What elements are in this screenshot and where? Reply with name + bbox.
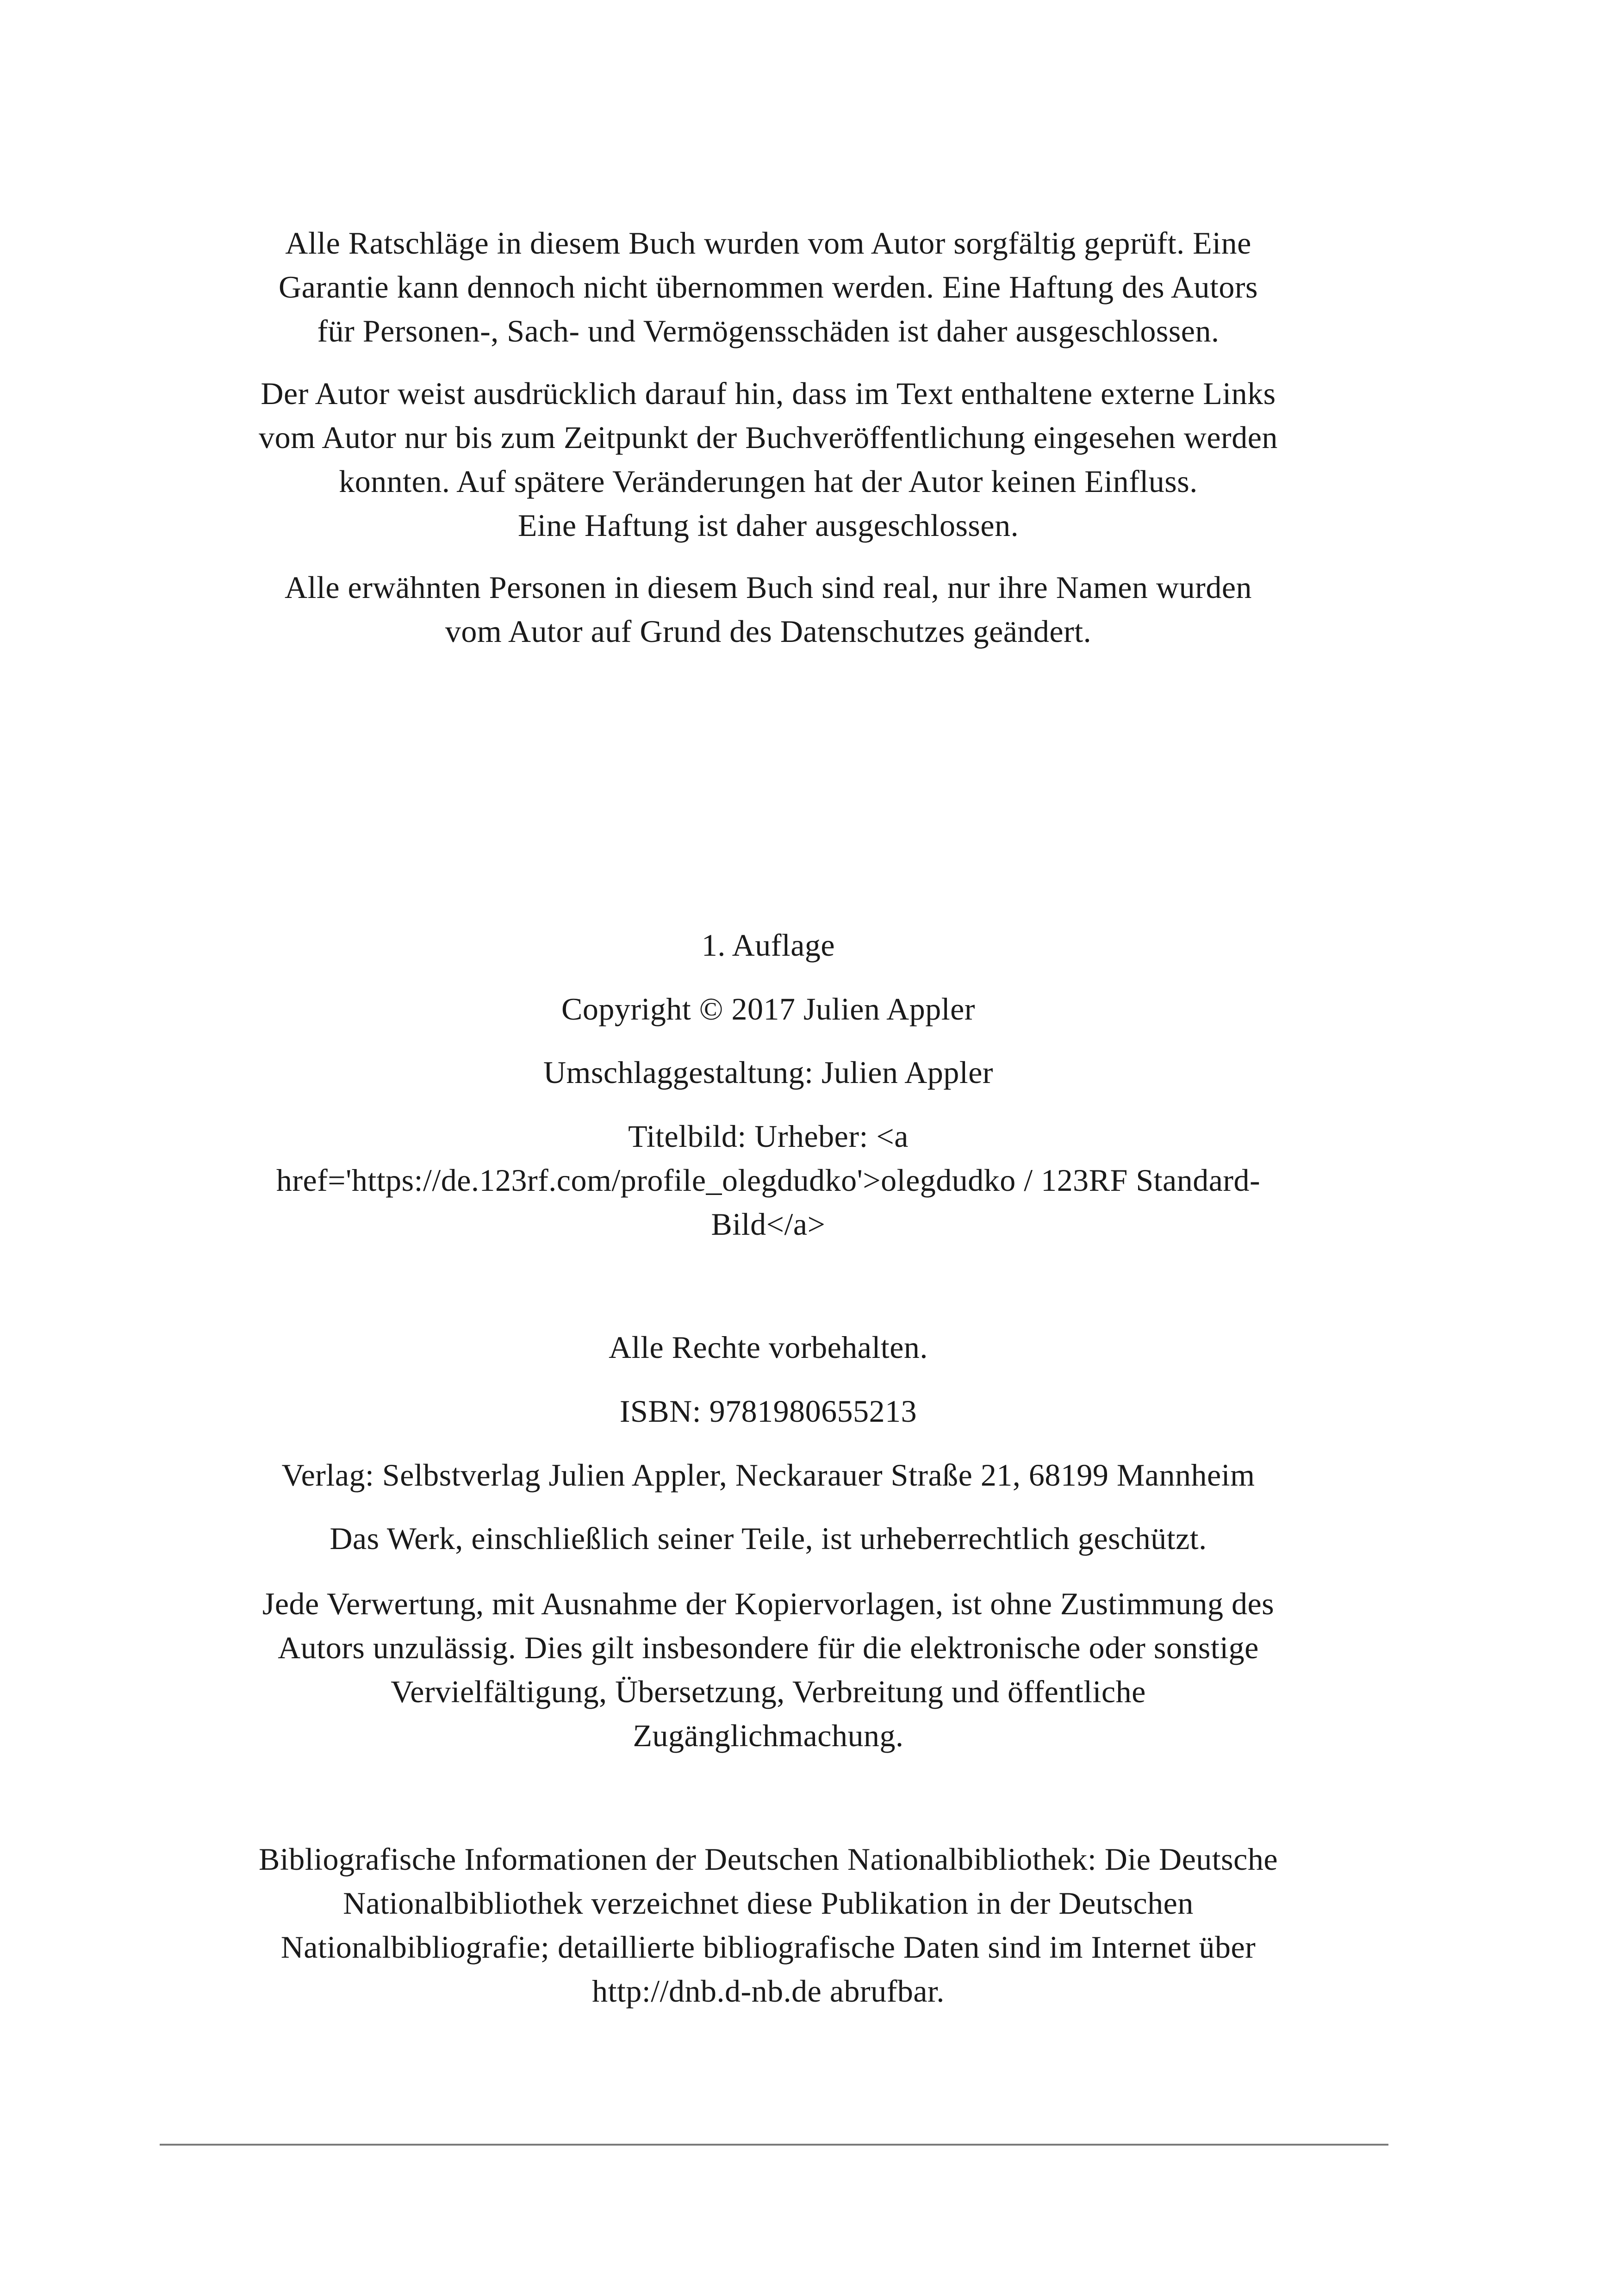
- bibliographic-information: [153, 1837, 1384, 2013]
- text-line: Bild</a>: [711, 1207, 826, 1242]
- isbn: [153, 1389, 1384, 1433]
- text-line: Titelbild: Urheber: <a: [628, 1119, 909, 1154]
- text-line: konnten. Auf spätere Veränderungen hat der Autor keinen Einfluss.: [339, 464, 1198, 499]
- disclaimer-paragraph-1: [153, 221, 1384, 353]
- usage-restriction: [153, 1582, 1384, 1758]
- text-line: Alle Ratschläge in diesem Buch wurden vom Autor sorgfältig geprüft. Eine: [285, 225, 1251, 261]
- cover-design-text: Umschlaggestaltung: Julien Appler: [543, 1055, 994, 1090]
- text-line: Jede Verwertung, mit Ausnahme der Kopiervorlagen, ist ohne Zustimmung des: [262, 1586, 1275, 1621]
- copyright-text: Copyright © 2017 Julien Appler: [561, 991, 975, 1027]
- edition-text: 1. Auflage: [701, 927, 835, 963]
- copyright: [153, 987, 1384, 1031]
- text-line: Autors unzulässig. Dies gilt insbesondere für die elektronische oder sonstige: [278, 1630, 1259, 1665]
- cover-design-credit: [153, 1051, 1384, 1095]
- edition: [153, 923, 1384, 967]
- text-line: Zugänglichmachung.: [633, 1718, 904, 1753]
- text-line: Garantie kann dennoch nicht übernommen werden. Eine Haftung des Autors: [279, 269, 1258, 305]
- disclaimer-paragraph-3: [153, 566, 1384, 653]
- text-line: vom Autor auf Grund des Datenschutzes geändert.: [445, 614, 1092, 649]
- publisher-text: Verlag: Selbstverlag Julien Appler, Neckarauer Straße 21, 68199 Mannheim: [281, 1457, 1255, 1493]
- text-line: Nationalbibliothek verzeichnet diese Publikation in der Deutschen: [343, 1885, 1194, 1921]
- protection-text: Das Werk, einschließlich seiner Teile, ist urheberrechtlich geschützt.: [330, 1521, 1207, 1556]
- text-line: Alle erwähnten Personen in diesem Buch sind real, nur ihre Namen wurden: [284, 570, 1252, 605]
- text-line: Bibliografische Informationen der Deutschen Nationalbibliothek: Die Deutsche: [258, 1842, 1278, 1877]
- text-line: für Personen-, Sach- und Vermögensschäden ist daher ausgeschlossen.: [317, 313, 1220, 348]
- text-line: Der Autor weist ausdrücklich darauf hin, dass im Text enthaltene externe Links: [261, 376, 1276, 411]
- text-line: href='https://de.123rf.com/profile_olegdudko'>olegdudko / 123RF Standard-: [276, 1163, 1261, 1198]
- text-line: Nationalbibliografie; detaillierte bibliografische Daten sind im Internet über: [280, 1929, 1256, 1965]
- copyright-protection: [153, 1517, 1384, 1561]
- isbn-text: ISBN: 9781980655213: [619, 1394, 917, 1429]
- footer-divider: [160, 2144, 1388, 2146]
- text-line: http://dnb.d-nb.de abrufbar.: [592, 1973, 945, 2009]
- rights-reserved: [153, 1325, 1384, 1369]
- rights-text: Alle Rechte vorbehalten.: [609, 1330, 928, 1365]
- text-line: vom Autor nur bis zum Zeitpunkt der Buchveröffentlichung eingesehen werden: [259, 420, 1278, 455]
- text-line: Eine Haftung ist daher ausgeschlossen.: [517, 508, 1019, 543]
- disclaimer-paragraph-2: [153, 372, 1384, 548]
- text-line: Vervielfältigung, Übersetzung, Verbreitung und öffentliche: [391, 1674, 1146, 1709]
- title-image-credit: [153, 1114, 1384, 1246]
- publisher: [153, 1453, 1384, 1497]
